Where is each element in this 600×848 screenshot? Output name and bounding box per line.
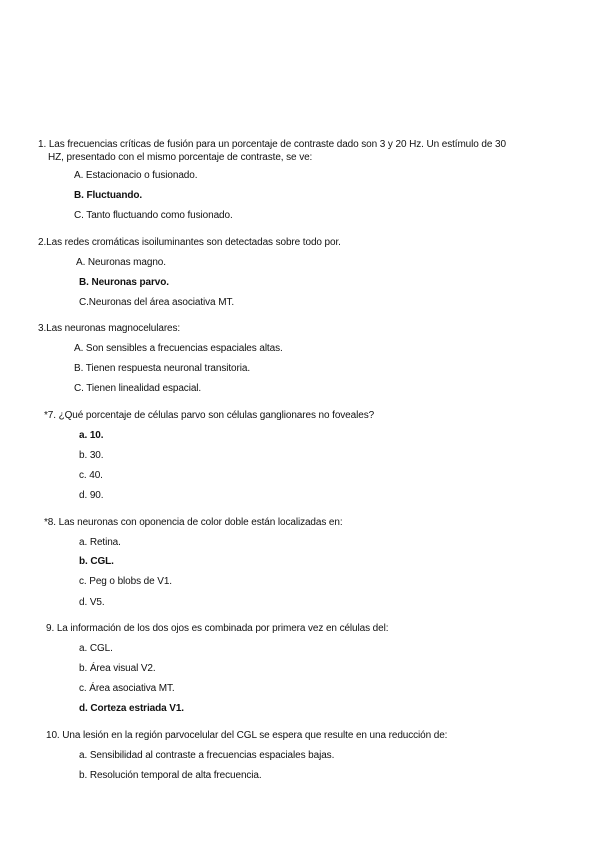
question-number: 1. — [38, 139, 47, 150]
option-3c: C. Tienen linealidad espacial. — [74, 383, 202, 394]
option-9a: a. CGL. — [79, 643, 113, 654]
question-text: Las redes cromáticas isoiluminantes son detectadas sobre todo por. — [46, 237, 341, 248]
question-text: La información de los dos ojos es combinada por primera vez en células del: — [56, 623, 389, 634]
question-text: Una lesión en la región parvocelular del CGL se espera que resulte en una reducción de: — [62, 730, 448, 741]
option-10b: b. Resolución temporal de alta frecuencia. — [79, 770, 262, 781]
question-number: *8. — [44, 517, 56, 528]
question-text: Las frecuencias críticas de fusión para un porcentaje de contraste dado son 3 y 20 Hz. Un estímulo de 30 — [48, 139, 506, 150]
option-7c: c. 40. — [79, 470, 103, 481]
option-2a: A. Neuronas magno. — [76, 257, 166, 268]
option-8c: c. Peg o blobs de V1. — [79, 576, 172, 587]
option-9b: b. Área visual V2. — [79, 663, 156, 674]
option-10a: a. Sensibilidad al contraste a frecuencias espaciales bajas. — [79, 750, 335, 761]
question-number: 3. — [38, 323, 47, 334]
option-1a: A. Estacionacio o fusionado. — [74, 170, 198, 181]
option-9c: c. Área asociativa MT. — [79, 683, 175, 694]
question-number: 9. — [46, 623, 55, 634]
question-9 — [46, 623, 388, 636]
question-1 — [38, 139, 506, 164]
option-2b-correct: B. Neuronas parvo. — [79, 277, 169, 288]
option-3a: A. Son sensibles a frecuencias espaciales altas. — [74, 343, 283, 354]
option-1b-correct: B. Fluctuando. — [74, 190, 143, 201]
option-2c: C.Neuronas del área asociativa MT. — [79, 297, 235, 308]
question-text: Las neuronas magnocelulares: — [46, 323, 181, 334]
option-8d: d. V5. — [79, 597, 105, 608]
question-3 — [38, 323, 180, 336]
question-text: ¿Qué porcentaje de células parvo son células ganglionares no foveales? — [58, 410, 375, 421]
question-2 — [38, 237, 341, 250]
question-number: 10. — [46, 730, 60, 741]
option-7d: d. 90. — [79, 490, 104, 501]
option-8a: a. Retina. — [79, 537, 121, 548]
question-number: *7. — [44, 410, 56, 421]
option-9d-correct: d. Corteza estriada V1. — [79, 703, 184, 714]
option-1c: C. Tanto fluctuando como fusionado. — [74, 210, 233, 221]
question-10 — [46, 730, 447, 743]
question-number: 2. — [38, 237, 47, 248]
question-text: Las neuronas con oponencia de color doble están localizadas en: — [58, 517, 343, 528]
option-3b: B. Tienen respuesta neuronal transitoria. — [74, 363, 251, 374]
question-text-continuation: HZ, presentado con el mismo porcentaje de contraste, se ve: — [48, 151, 313, 163]
question-7 — [44, 410, 374, 423]
option-7a-correct: a. 10. — [79, 430, 104, 441]
option-7b: b. 30. — [79, 450, 104, 461]
option-8b-correct: b. CGL. — [79, 556, 114, 567]
question-8 — [44, 517, 343, 530]
